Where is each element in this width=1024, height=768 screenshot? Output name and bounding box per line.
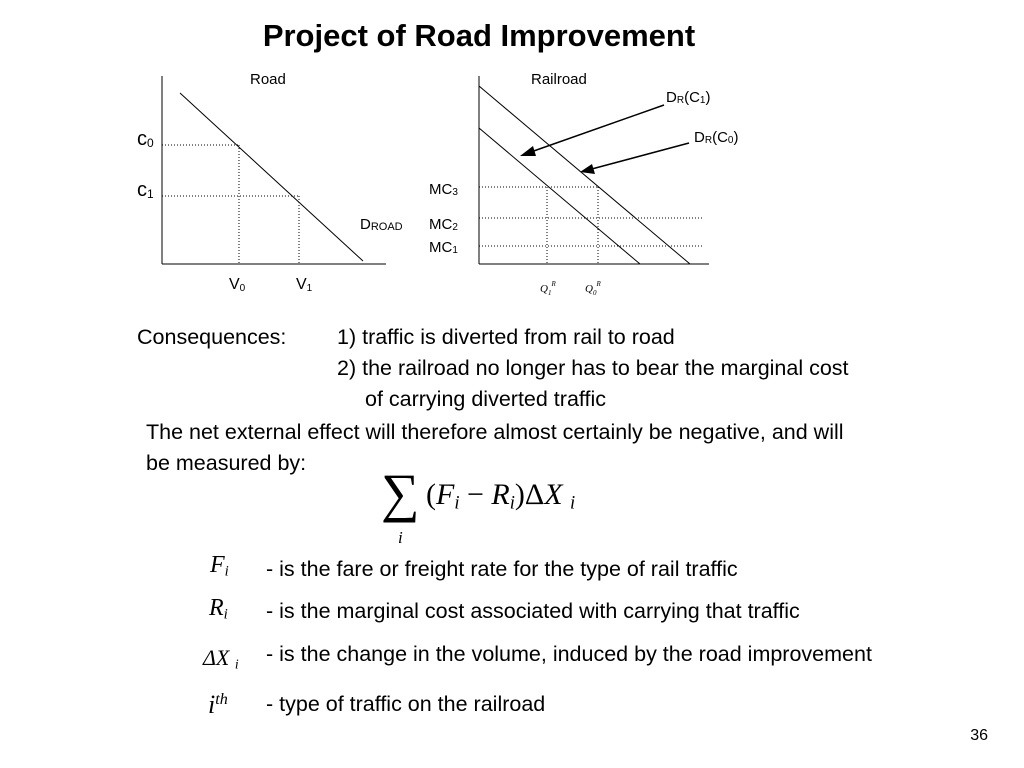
road-demand-line	[180, 93, 363, 261]
def-symbol-i-th: $i^{th}$	[208, 690, 228, 719]
def-symbol-r: $R_i$	[209, 595, 228, 623]
mc1-label: MC1	[429, 239, 458, 256]
mc2-label: MC2	[429, 216, 458, 233]
def-text-i-th: - type of traffic on the railroad	[266, 692, 546, 716]
sum-index: i	[398, 528, 403, 547]
mc3-label: MC3	[429, 181, 458, 198]
def-text-f: - is the fare or freight rate for the type of rail traffic	[266, 557, 738, 581]
formula-expression: $(F_i - R_i)\Delta X$ $_i$	[426, 478, 576, 514]
arrow-dr-c0	[588, 143, 689, 170]
def-text-delta-x: - is the change in the volume, induced by the road improvement	[266, 642, 872, 666]
c1-label: c1	[137, 179, 154, 201]
slide-title: Project of Road Improvement	[262, 18, 696, 53]
page-number: 36	[970, 727, 988, 744]
q1-label: $Q_1^R$	[540, 280, 556, 297]
dr-c0-label: DR(C0)	[694, 129, 739, 146]
net-effect-line2: be measured by:	[146, 451, 307, 475]
consequence-item-2-line1: 2) the railroad no longer has to bear the marginal cost	[337, 356, 849, 380]
road-label: Road	[250, 71, 286, 88]
v1-label: V1	[296, 276, 313, 294]
rail-demand-c1-line	[479, 128, 640, 264]
def-text-r: - is the marginal cost associated with carrying that traffic	[266, 599, 800, 623]
def-symbol-f: $F_i$	[210, 552, 229, 580]
arrow-dr-c1	[528, 105, 664, 153]
rail-demand-c0-line	[479, 86, 690, 264]
net-effect-line1: The net external effect will therefore almost certainly be negative, and will	[146, 420, 844, 444]
sum-symbol: ∑	[381, 463, 420, 523]
q0-label: $Q_0^R$	[585, 280, 601, 297]
consequences-heading: Consequences:	[137, 325, 287, 349]
railroad-label: Railroad	[531, 71, 587, 88]
road-rail-diagram	[0, 0, 1024, 310]
v0-label: V0	[229, 276, 246, 294]
arrow-dr-c1-head	[520, 146, 536, 156]
c0-label: c0	[137, 128, 154, 150]
dr-c1-label: DR(C1)	[666, 89, 711, 106]
d-road-label: DROAD	[360, 216, 403, 233]
def-symbol-delta-x: ΔX $_i$	[203, 645, 239, 672]
consequence-item-1: 1) traffic is diverted from rail to road	[337, 325, 675, 349]
consequence-item-2-line2: of carrying diverted traffic	[365, 387, 606, 411]
